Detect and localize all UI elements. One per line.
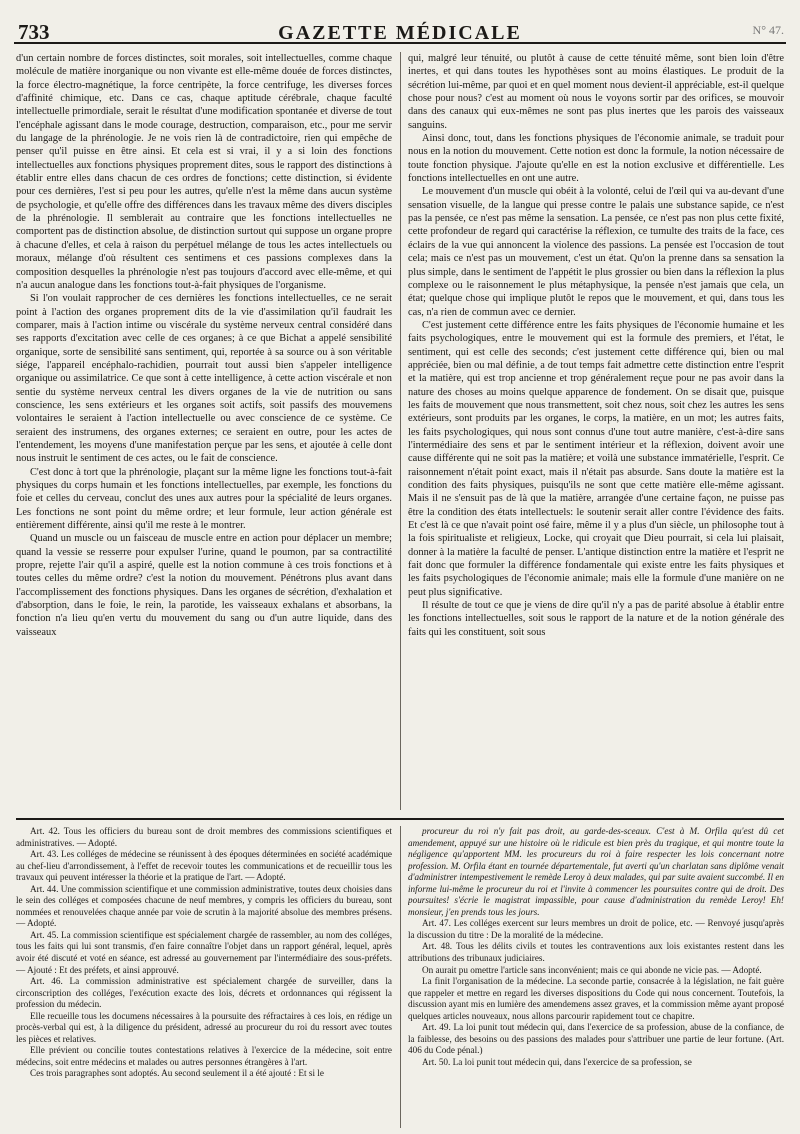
article-column-left [16, 52, 392, 810]
article-column-right [408, 52, 784, 810]
article-item: Art. 45. La commission scientifique est spécialement chargée de rassembler, au nom des colléges, tous les faits qui lui sont transmis, d'en faire connaître l'objet dans un rapport général, lequel, après avoir été discuté et voté en séance, est adressé au gouvernement par l'intermédiaire des sous-préfets. — Ajouté : Et des préfets, et ainsi approuvé. [16, 929, 392, 975]
article-item: Art. 50. La loi punit tout médecin qui, dans l'exercice de sa profession, se [422, 1056, 692, 1067]
journal-title: GAZETTE MÉDICALE [278, 22, 522, 44]
paragraph: C'est justement cette différence entre les faits physiques de l'économie humaine et les faits psychologiques, entre le mouvement qui est la formule des premiers, et l'état, le sentiment, qui est celle des seconds; c'est justement cette différence qui, bien ou mal appréciée, bien ou mal définie, a de tout temps fait admettre cette distinction entre l'esprit et la matière, qui est trop ancienne et trop généralement reçue pour ne pas avoir dans la nature des choses au moins quelque apparence de fondement. On se disait que, puisque les faits de mouvement que nous transmettent, soit chez nous, soit chez les autres les sens extérieurs, sont produits par les organes, le corps, la matière, en un mot; les autres faits, les faits psychologiques, qui nous sont connus d'une tout autre manière, c'est-à-dire sans l'intermédiaire des sens et par le sentiment intérieur et la réflexion, doivent avoir une cause différente qui ne soit pas la matière; et voilà une substance immatérielle, l'esprit. Ce raisonnement n'était point exact, mais il n'était pas absurde. Sans doute la matière est la condition des faits physiques, puisqu'ils ne sont que cette matière elle-même agissant. Mais il ne s'ensuit pas de là que la matière, arrangée d'une certaine façon, ne puisse pas être la condition des états intellectuels: le soutenir serait aller contre l'évidence des faits. Et c'est là ce que n'avait point osé faire, même il y a plus d'un siècle, un philosophe tout à la fois spiritualiste et religieux, Locke, qui croyait que Dieu pourrait, si cela lui plaisait, donner à la matière la faculté de penser. L'antique distinction entre la matière et l'esprit ne fait donc que formuler la différence fondamentale qui existe entre les faits physiques et les faits psychologiques de l'économie animale; mais elle la formule d'une manière on ne peut plus significative. [408, 319, 784, 598]
paragraph: qui, malgré leur ténuité, ou plutôt à cause de cette ténuité même, sont bien loin d'être inertes, et qui dans toutes les hypothèses sont au moins élastiques. Le produit de la sécrétion lui-même, par quoi et en quel moment nous devient-il appréciable, est-il quelque chose pour nous? c'est au moment où nous le voyons sortir par des orifices, se mouvoir dans des canaux qui eux-mêmes ne sont pas plus inertes que les parois des vaisseaux sanguins. [408, 53, 784, 131]
article-item: Elle prévient ou concilie toutes contestations relatives à l'exercice de la médecine, soit entre médecins, soit entre médecins et malades ou autres personnes étrangères à l'art. [16, 1045, 392, 1067]
article-item: procureur du roi n'y fait pas droit, au garde-des-sceaux. C'est à M. Orfila qu'est dû cet amendement, appuyé sur une histoire où le ridicule est bien près du tragique, et qui montre toute la négligence qu'apportent MM. les procureurs du roi à faire respecter les lois concernant notre profession. M. Orfila étant en tournée départementale, fut averti qu'un charlatan sans diplôme venait d'administrer intempestivement le remède Leroy à deux malades, qui par suite avaient succombé. Il en informe lui-même le procureur du roi et l'invite à commencer les poursuites contre qui de droit. Des poursuites! s'écrie le magistrat impassible, pour cause d'administration du remède Leroy! Eh! monsieur, j'en prends tous les jours. [408, 826, 784, 917]
article-item: Art. 43. Les colléges de médecine se réunissent à des époques déterminées en société académique au chef-lieu d'arrondissement, à l'effet de recevoir toutes les communications et de recueillir tous les travaux qui peuvent intéresser la théorie et la pratique de l'art. — Adopté. [16, 849, 392, 883]
column-divider [400, 52, 401, 810]
paragraph: Ainsi donc, tout, dans les fonctions physiques de l'économie animale, se traduit pour nous en la notion du mouvement. Cette notion est donc la formule, la notion nécessaire de toute fonction physique. J'ajoute qu'elle en est la notion exclusive et différentielle. Les fonctions intellectuelles en ont une autre. [408, 133, 784, 185]
paragraph: C'est donc à tort que la phrénologie, plaçant sur la même ligne les fonctions tout-à-fait physiques du corps humain et les fonctions intellectuelles, par exemple, les fonctions du foie et celles du cerveau, conclut des unes aux autres pour la spécialité de leurs organes. Les fonctions ne sont point du même ordre; et leur formule, leur action générale est entièrement différente, ainsi qu'il me reste à le montrer. [16, 466, 392, 532]
article-item: Art. 46. La commission administrative est spécialement chargée de surveiller, dans la circonscription des colléges, l'exécution exacte des lois, décrets et ordonnances qui régissent la profession du médecin. [16, 976, 392, 1010]
article-item: La finit l'organisation de la médecine. La seconde partie, consacrée à la législation, ne fait guère que rappeler et mettre en regard les diverses dispositions du Code qui nous concernent. Toutefois, la discussion ayant mis en lumière des amendemens assez graves, et la commission même ayant proposé quelques articles nouveaux, nous allons parcourir rapidement tout ce chapitre. [408, 976, 784, 1021]
page-number: 733 [18, 20, 50, 44]
article-item: Art. 42. Tous les officiers du bureau sont de droit membres des commissions scientifiques et administratives. — Adopté. [16, 826, 392, 848]
section-divider [16, 818, 784, 820]
page-header [14, 8, 786, 44]
article-item: On aurait pu omettre l'article sans inconvénient; mais ce qui abonde ne vicie pas. — Adopté. [422, 964, 762, 975]
issue-number: N° 47. [752, 23, 784, 37]
article-item: Art. 48. Tous les délits civils et toutes les contraventions aux lois existantes restent dans les attributions des tribunaux judiciaires. [408, 941, 784, 964]
article-body [16, 52, 784, 810]
column-divider [400, 826, 401, 1128]
feuilleton-section [16, 826, 784, 1128]
paragraph: Quand un muscle ou un faisceau de muscle entre en action pour déplacer un membre; quand la vessie se resserre pour expulser l'urine, quand le poumon, par sa contractilité propre, rejette l'air qu'il a aspiré, quelle est la notion commune à ces trois fonctions et à toutes celles du même ordre? c'est la notion du mouvement. Pénétrons plus avant dans l'accomplissement des fonctions physiques. Dans les organes de sécrétion, d'exhalation et d'absorption, dans le foie, le rein, la parotide, les vaisseaux exhalans et absorbans, la fonction n'a lieu qu'en vertu du mouvement du sang ou d'un autre liquide, dans des vaisseaux [16, 533, 392, 638]
paragraph: Si l'on voulait rapprocher de ces dernières les fonctions intellectuelles, ce ne serait point à l'action des organes proprement dits de la vie d'assimilation qu'il faudrait les comparer, mais à l'action intime ou viscérale du système nerveux central considéré dans ses rapports d'excitation avec celle de ces organes; à ce que Bichat a appelé sensibilité organique, sorte de sensibilité sans sentiment, qui, reportée à sa source ou à son véritable siége, l'appareil encéphalo-rachidien, pourrait tout aussi bien s'appeler intelligence organique ou assimilatrice. Ce que sont à cette intelligence, à cette action viscérale et non sentie du système nerveux central les divers organes de la vie de nutrition ou sans conscience, les sens extérieurs et les organes soit actifs, soit passifs des mouvemens volontaires le seraient à l'action intellectuelle ou avec conscience de ce système. Ce seraient des instrumens, des organes externes; ce seraient en outre, pour les actes de l'entendement, les moyens d'une manifestation perçue par les sens, et ajoutée à celle dont nous instruit le sentiment de ces actes, ou le fait de conscience. [16, 293, 392, 465]
article-item: Art. 47. Les colléges exercent sur leurs membres un droit de police, etc. — Renvoyé jusqu'après la discussion du titre : De la moralité de la médecine. [408, 918, 784, 940]
article-item: Elle recueille tous les documens nécessaires à la poursuite des réfractaires à ces lois, en rédige un procès-verbal qui est, à la diligence du président, adressé au procureur du roi du ressort avec toutes les pièces et relatives. [16, 1010, 392, 1044]
feuilleton-column-right [408, 826, 784, 1128]
article-item: Ces trois paragraphes sont adoptés. Au second seulement il a été ajouté : Et si le [30, 1068, 324, 1079]
article-item: Art. 44. Une commission scientifique et une commission administrative, toutes deux choisies dans le sein des colléges et composées chacune de neuf membres, y compris les officiers du bureau, sont nommées et renouvelées chaque année par voie de scrutin à la majorité absolue des membres présens. — Adopté. [16, 883, 392, 929]
paragraph: Le mouvement d'un muscle qui obéit à la volonté, celui de l'œil qui va au-devant d'une sensation visuelle, de la langue qui presse contre le palais une substance sapide, ce n'est pas la pensée, ce n'est pas même la sensation. La pensée, ce n'est pas non plus cette fixité, cette profondeur de regard qui caractérise la réflexion, ce tumulte des traits de la face, ces éclairs de la vue qui annoncent la violence des passions. La pensée est l'occasion de tout cela; mais ce n'est pas un mouvement, c'est un état. Qu'on la prenne dans sa sensation la plus simple, dans le sentiment de l'appétit le plus grossier ou bien dans la réflexion la plus complexe ou le raisonnement le plus métaphysique, la pensée n'est jamais que cela, un état; quelque chose qui implique plutôt le repos que le mouvement, et qui, dans tous les cas, n'a rien de commun avec ce dernier. [408, 186, 784, 318]
feuilleton-column-left [16, 826, 392, 1128]
paragraph: Il résulte de tout ce que je viens de dire qu'il n'y a pas de parité absolue à établir entre les fonctions intellectuelles, soit sous le rapport de la nature et de la notion générale des faits qui les constituent, soit sous [408, 600, 784, 638]
paragraph: d'un certain nombre de forces distinctes, soit morales, soit intellectuelles, comme chaque molécule de matière inorganique ou non vivante est elle-même douée de forces distinctes, la force électro-magnétique, la force centripète, la force centrifuge, les diverses forces d'affinité chimique, etc. Dans ce cas, chaque aptitude cérébrale, chaque faculté intellectuelle primordiale, serait le résultat d'une modification spontanée et diverse de tout l'encéphale agissant dans le mode courage, destruction, comparaison, etc., pour me servir du langage de la phrénologie. Je ne vois rien là de contradictoire, rien qui empêche de penser qu'il puisse en être ainsi. Et cela est si vrai, il y a si loin des fonctions intellectuelles aux fonctions physiques proprement dites, sous le rapport des distinctions à établir entre elles dans chacun de ces ordres de fonctions; cette distinction, si évidente pour ces dernières, l'est si peu pour les autres, qu'elle n'est la même dans aucun système de psychologie, et qu'elle offre des différences dans les travaux même des divers disciples de la phrénologie. Il semblerait au contraire que les fonctions intellectuelles ne comportent pas de distinction absolue, de distinction surtout qui suppose un organe propre à chacune d'elles, et cela à raison du perpétuel mélange de tous les actes intellectuels ou moraux, mélange d'où résultent ces sentimens et ces passions complexes dans la composition desquelles la phrénologie n'est pas toujours d'accord avec elle-même, et qui n'a aucun analogue dans les fonctions tout-à-fait physiques de l'organisme. [16, 53, 392, 291]
article-item: Art. 49. La loi punit tout médecin qui, dans l'exercice de sa profession, abuse de la confiance, de la faiblesse, des besoins ou des passions des malades pour s'attribuer une partie de leur fortune. (Art. 406 du Code pénal.) [408, 1022, 784, 1056]
